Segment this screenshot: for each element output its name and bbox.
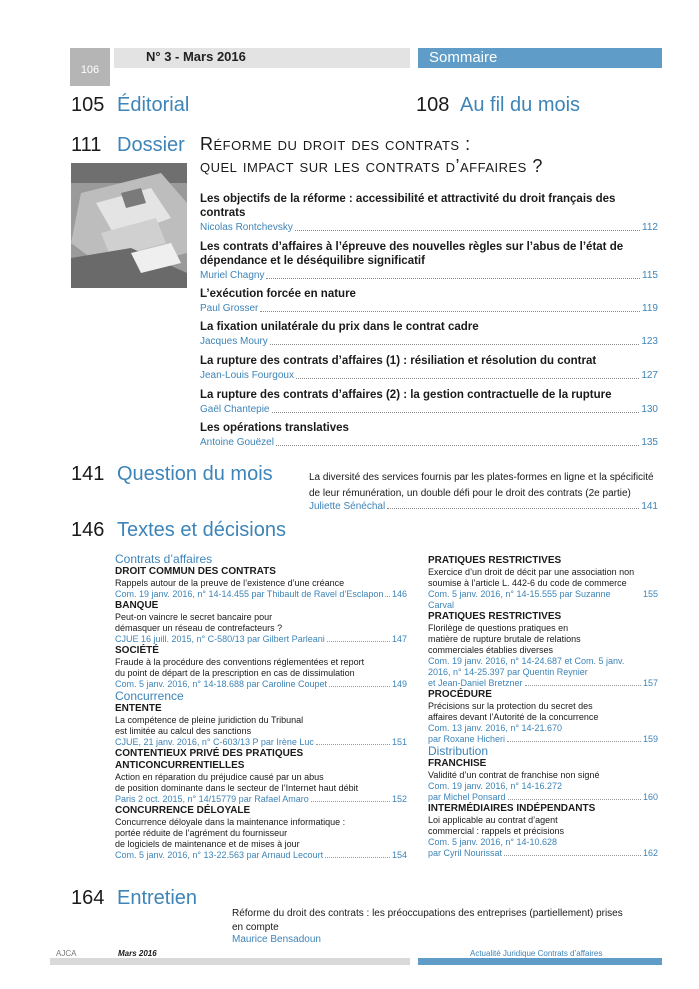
footer-journal-name: Actualité Juridique Contrats d’affaires xyxy=(470,949,603,958)
leader-dots xyxy=(504,848,641,856)
leader-dots xyxy=(387,501,639,509)
leader-dots xyxy=(276,436,639,446)
entretien-title[interactable]: Entretien xyxy=(117,887,198,909)
entry-reference xyxy=(428,723,658,734)
article-author: Paul Grosser xyxy=(200,303,259,314)
dossier-photo xyxy=(71,163,187,288)
dossier-heading-line2: quel impact sur les contrats d’affaires ? xyxy=(200,156,543,176)
leader-dots xyxy=(508,792,641,800)
entry-reference[interactable] xyxy=(428,589,658,611)
dossier-heading-line1: Réforme du droit des contrats : xyxy=(200,134,471,154)
reference-text: Com. 19 janv. 2016, n° 14-14.455 par Thibault de Ravel d’Esclapon xyxy=(115,589,384,599)
reference-text: Com. 19 janv. 2016, n° 14-24.687 et Com. 5 janv. xyxy=(428,656,625,666)
editorial-title[interactable]: Éditorial xyxy=(117,94,190,116)
textes-number: 146 xyxy=(71,519,105,541)
article-author: Antoine Gouëzel xyxy=(200,437,274,448)
reference-page: 149 xyxy=(391,679,407,689)
subsection-heading: DROIT COMMUN DES CONTRATS xyxy=(115,566,276,577)
editorial-number: 105 xyxy=(71,94,105,116)
footer-left-bar xyxy=(50,958,410,965)
entry-reference xyxy=(428,781,658,792)
dossier-title[interactable]: Dossier xyxy=(117,134,185,156)
article-page: 123 xyxy=(641,336,658,347)
subsection-heading: CONCURRENCE DÉLOYALE xyxy=(115,805,251,816)
leader-dots xyxy=(295,221,640,231)
question-description: La diversité des services fournis par les plates-formes en ligne et la spécificité de leur rémunération, un double défi pour le droit des contrats (2e partie) xyxy=(309,472,654,499)
footer-right-bar xyxy=(418,958,662,965)
reference-page: 160 xyxy=(642,792,658,802)
article-title: Les opérations translatives xyxy=(200,422,349,434)
leader-dots xyxy=(325,850,390,858)
subsection-heading: CONTENTIEUX PRIVÉ DES PRATIQUES ANTICONCURRENTIELLES xyxy=(115,748,304,771)
entry-reference[interactable] xyxy=(115,589,407,600)
article-entry[interactable] xyxy=(200,388,658,416)
reference-page: 155 xyxy=(642,589,658,599)
article-author: Gaël Chantepie xyxy=(200,404,270,415)
section-label: Sommaire xyxy=(429,49,498,66)
category-heading: Concurrence xyxy=(115,689,184,703)
question-author: Juliette Sénéchal xyxy=(309,501,386,512)
article-author: Nicolas Rontchevsky xyxy=(200,222,293,233)
entry-text: Fraude à la procédure des conventions réglementées et report xyxy=(115,657,365,667)
reference-page: 159 xyxy=(642,734,658,744)
entry-reference[interactable] xyxy=(115,850,407,861)
reference-text: par Michel Ponsard xyxy=(428,792,506,802)
reference-page: 146 xyxy=(391,589,407,599)
entry-reference[interactable] xyxy=(428,848,658,859)
entry-reference[interactable] xyxy=(428,792,658,803)
reference-text: 2016, n° 14-25.397 par Quentin Reynier xyxy=(428,667,588,677)
entry-text: commerciales établies diverses xyxy=(428,645,554,655)
entry-text: affaires devant l’Autorité de la concurrence xyxy=(428,712,599,722)
leader-dots xyxy=(507,734,641,742)
reference-page: 154 xyxy=(391,850,407,860)
entry-text: Concurrence déloyale dans la maintenance informatique : xyxy=(115,817,346,827)
entry-reference xyxy=(428,656,658,667)
entry-text: Loi applicable au contrat d’agent xyxy=(428,815,558,825)
leader-dots xyxy=(385,589,390,597)
leader-dots xyxy=(329,679,390,687)
issue-label: N° 3 - Mars 2016 xyxy=(146,49,246,64)
entry-text: Validité d’un contrat de franchise non signé xyxy=(428,770,600,780)
entry-text: Rappels autour de la preuve de l’existence d’une créance xyxy=(115,578,345,588)
entry-reference xyxy=(428,837,658,848)
entretien-description: Réforme du droit des contrats : les préoccupations des entreprises (partiellement) prises en compte xyxy=(232,908,623,933)
reference-text: et Jean-Daniel Bretzner xyxy=(428,678,523,688)
leader-dots xyxy=(270,335,640,345)
subsection-heading: PRATIQUES RESTRICTIVES xyxy=(428,611,562,622)
reference-page: 157 xyxy=(642,678,658,688)
footer-journal: AJCA xyxy=(56,949,77,958)
article-entry[interactable] xyxy=(200,320,658,348)
entry-text: Action en réparation du préjudice causé par un abus xyxy=(115,772,324,782)
entry-text: Précisions sur la protection du secret des xyxy=(428,701,593,711)
article-page: 130 xyxy=(641,404,658,415)
entry-text: est limitée au calcul des sanctions xyxy=(115,726,252,736)
reference-text: Com. 13 janv. 2016, n° 14-21.670 xyxy=(428,723,563,733)
subsection-heading: PRATIQUES RESTRICTIVES xyxy=(428,555,562,566)
reference-text: Com. 5 janv. 2016, n° 14-18.688 par Caroline Coupet xyxy=(115,679,328,689)
textes-left-column xyxy=(115,553,407,861)
leader-dots xyxy=(316,737,390,745)
reference-text: par Roxane Hicheri xyxy=(428,734,506,744)
textes-right-column xyxy=(428,555,658,859)
entry-text: Peut-on vaincre le secret bancaire pour xyxy=(115,612,273,622)
article-page: 119 xyxy=(642,303,658,314)
article-page: 127 xyxy=(641,370,658,381)
entry-reference xyxy=(428,667,658,678)
reference-text: Com. 19 janv. 2016, n° 14-16.272 xyxy=(428,781,563,791)
dossier-number: 111 xyxy=(71,134,102,156)
entry-text: Florilège de questions pratiques en xyxy=(428,623,569,633)
entry-reference[interactable] xyxy=(115,794,407,805)
entry-text: démasquer un réseau de contrefacteurs ? xyxy=(115,623,283,633)
reference-page: 147 xyxy=(391,634,407,644)
subsection-heading: BANQUE xyxy=(115,600,159,611)
article-page: 135 xyxy=(641,437,658,448)
reference-page: 151 xyxy=(391,737,407,747)
article-author: Jean-Louis Fourgoux xyxy=(200,370,294,381)
leader-dots xyxy=(311,794,390,802)
subsection-heading: SOCIÉTÉ xyxy=(115,645,159,656)
subsection-heading: PROCÉDURE xyxy=(428,689,492,700)
entry-text: de logiciels de maintenance et de mises à jour xyxy=(115,839,300,849)
fil-number: 108 xyxy=(416,94,450,116)
reference-text: Paris 2 oct. 2015, n° 14/15779 par Rafael Amaro xyxy=(115,794,309,804)
category-heading: Contrats d’affaires xyxy=(115,552,213,566)
reference-text: CJUE, 21 janv. 2016, n° C-603/13 P par Irène Luc xyxy=(115,737,314,747)
question-byline[interactable] xyxy=(309,501,658,512)
reference-text: Com. 5 janv. 2016, n° 14-15.555 par Suzanne Carval xyxy=(428,589,611,610)
subsection-heading: INTERMÉDIAIRES INDÉPENDANTS xyxy=(428,803,596,814)
question-page: 141 xyxy=(641,501,658,512)
article-page: 115 xyxy=(642,270,658,281)
page-number: 106 xyxy=(80,64,100,76)
reference-text: Com. 5 janv. 2016, n° 14-10.628 xyxy=(428,837,558,847)
leader-dots xyxy=(296,369,639,379)
entry-text: de position dominante dans le secteur de l’Internet haut débit xyxy=(115,783,359,793)
footer-date: Mars 2016 xyxy=(118,949,157,958)
article-page: 112 xyxy=(642,222,658,233)
entry-text: portée réduite de l’agrément du fournisseur xyxy=(115,828,288,838)
article-entry[interactable] xyxy=(200,354,658,382)
article-title: La rupture des contrats d’affaires (1) : résiliation et résolution du contrat xyxy=(200,355,597,367)
article-entry[interactable] xyxy=(200,287,658,315)
article-author: Muriel Chagny xyxy=(200,270,265,281)
reference-text: par Cyril Nourissat xyxy=(428,848,503,858)
article-entry[interactable] xyxy=(200,240,658,282)
article-title: Les objectifs de la réforme : accessibilité et attractivité du droit français des contrats xyxy=(200,193,616,219)
entry-text: matière de rupture brutale de relations xyxy=(428,634,581,644)
leader-dots xyxy=(266,269,640,279)
entry-text: soumise à l’article L. 442-6 du code de commerce xyxy=(428,578,627,588)
entretien-number: 164 xyxy=(71,887,105,909)
article-author: Jacques Moury xyxy=(200,336,268,347)
entry-text: commercial : rappels et précisions xyxy=(428,826,565,836)
reference-text: CJUE 16 juill. 2015, n° C-580/13 par Gilbert Parleani xyxy=(115,634,325,644)
article-entry[interactable] xyxy=(200,192,658,234)
reference-page: 162 xyxy=(642,848,658,858)
article-title: La fixation unilatérale du prix dans le contrat cadre xyxy=(200,321,479,333)
entry-text: du point de départ de la prescription en cas de dissimulation xyxy=(115,668,355,678)
textes-title[interactable]: Textes et décisions xyxy=(117,519,286,541)
entry-reference[interactable] xyxy=(115,634,407,645)
subsection-heading: ENTENTE xyxy=(115,703,162,714)
article-title: L’exécution forcée en nature xyxy=(200,288,356,300)
question-number: 141 xyxy=(71,463,105,485)
leader-dots xyxy=(525,678,641,686)
article-title: Les contrats d’affaires à l’épreuve des nouvelles règles sur l’abus de l’état de dépendance et le déséquilibre significatif xyxy=(200,241,624,267)
article-entry[interactable] xyxy=(200,421,658,449)
reference-text: Com. 5 janv. 2016, n° 13-22.563 par Arnaud Lecourt xyxy=(115,850,324,860)
leader-dots xyxy=(260,302,640,312)
category-heading: Distribution xyxy=(428,744,489,758)
page-number-box xyxy=(70,48,110,86)
fil-title[interactable]: Au fil du mois xyxy=(460,94,581,116)
subsection-heading: FRANCHISE xyxy=(428,758,487,769)
reference-page: 152 xyxy=(391,794,407,804)
entry-text: La compétence de pleine juridiction du Tribunal xyxy=(115,715,304,725)
entry-reference[interactable] xyxy=(115,737,407,748)
leader-dots xyxy=(327,634,390,642)
article-title: La rupture des contrats d’affaires (2) : la gestion contractuelle de la rupture xyxy=(200,389,612,401)
entretien-author: Maurice Bensadoun xyxy=(232,934,321,945)
entry-text: Exercice d’un droit de décit par une association non xyxy=(428,567,635,577)
leader-dots xyxy=(272,403,640,413)
entry-reference[interactable] xyxy=(428,678,658,689)
question-title[interactable]: Question du mois xyxy=(117,463,273,485)
